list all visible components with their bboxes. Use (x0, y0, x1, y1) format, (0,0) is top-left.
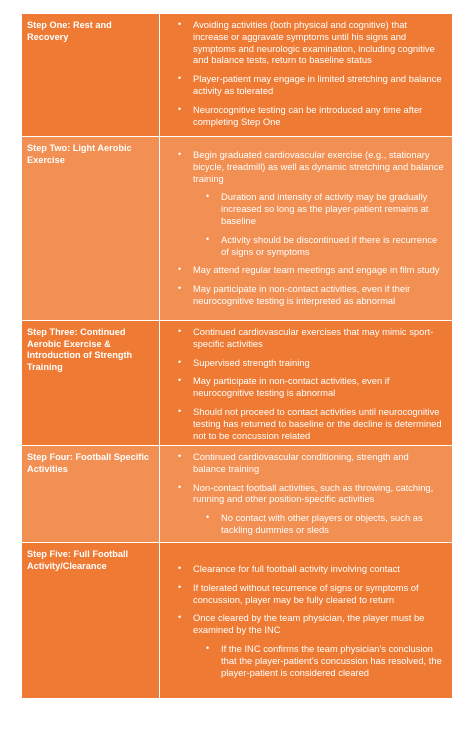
list-item (178, 326, 444, 350)
list-item (178, 73, 444, 97)
step-content (160, 446, 452, 542)
step-content (160, 543, 452, 698)
list-item-text: Should not proceed to contact activities until neurocognitive testing has returned to baseline or the decline is determined not to be concussion related (193, 405, 442, 441)
protocol-table (22, 14, 452, 699)
step-content (160, 14, 452, 136)
list-item-text: Player-patient may engage in limited stretching and balance activity as tolerated (193, 73, 442, 96)
bullet-list (178, 563, 444, 678)
step-title: Step One: Rest and Recovery (22, 14, 160, 136)
list-item (178, 612, 444, 636)
bullet-icon: • (206, 642, 210, 653)
list-item-text: Activity should be discontinued if there is recurrence of signs or symptoms (221, 233, 438, 257)
bullet-list (178, 451, 444, 536)
bullet-icon: • (206, 512, 210, 523)
bullet-icon: • (178, 264, 182, 275)
list-item-text: No contact with other players or objects, such as tackling dummies or sleds (221, 512, 423, 535)
list-item (178, 406, 444, 441)
bullet-list (178, 19, 444, 127)
list-item (178, 264, 444, 276)
list-item-text: May participate in non-contact activities, even if their neurocognitive testing is interpreted as abnormal (193, 283, 411, 306)
bullet-icon: • (178, 563, 182, 573)
list-item (178, 375, 444, 399)
list-item-text: Once cleared by the team physician, the player must be examined by the INC (193, 612, 425, 636)
list-item (178, 104, 444, 128)
bullet-icon: • (178, 405, 182, 416)
bullet-icon: • (206, 233, 210, 244)
list-item-text: May attend regular team meetings and engage in film study (193, 264, 440, 276)
list-item-text: Neurocognitive testing can be introduced any time after completing Step One (193, 103, 423, 127)
list-item-text: Continued cardiovascular conditioning, strength and balance training (193, 451, 409, 474)
list-item (206, 234, 444, 258)
step-row-2 (22, 137, 452, 321)
step-row-5 (22, 543, 452, 699)
bullet-icon: • (178, 19, 182, 29)
list-item (178, 283, 444, 307)
step-row-3 (22, 321, 452, 446)
bullet-icon: • (178, 451, 182, 461)
step-row-4 (22, 446, 452, 543)
bullet-icon: • (178, 612, 182, 623)
step-title: Step Five: Full Football Activity/Clearance (22, 543, 160, 698)
bullet-icon: • (178, 581, 182, 592)
list-item-text: Clearance for full football activity involving contact (193, 563, 400, 574)
bullet-icon: • (178, 326, 182, 336)
step-row-1 (22, 14, 452, 137)
bullet-icon: • (178, 283, 182, 294)
step-title: Step Three: Continued Aerobic Exercise & Introduction of Strength Training (22, 321, 160, 445)
step-title: Step Four: Football Specific Activities (22, 446, 160, 542)
list-item (178, 19, 444, 66)
bullet-icon: • (178, 149, 182, 159)
bullet-list (178, 149, 444, 307)
list-item-text: Begin graduated cardiovascular exercise (e.g., stationary bicycle, treadmill) as well as dynamic stretching and balance training (193, 149, 444, 184)
list-item (178, 451, 444, 475)
list-item (178, 149, 444, 184)
list-item (206, 191, 444, 226)
step-content (160, 321, 452, 445)
step-title: Step Two: Light Aerobic Exercise (22, 137, 160, 320)
bullet-list (178, 326, 444, 441)
list-item-text: Non-contact football activities, such as throwing, catching, running and other position-specific activities (193, 481, 434, 505)
list-item (178, 482, 444, 506)
list-item (206, 643, 444, 678)
list-item (178, 582, 444, 606)
list-item-text: May participate in non-contact activities, even if neurocognitive testing is abnormal (193, 375, 390, 399)
list-item-text: Avoiding activities (both physical and cognitive) that increase or aggravate symptoms until his signs and symptoms and neurologic examination, including cognitive and balance tests, return to baseline status (193, 19, 435, 66)
bullet-icon: • (178, 481, 182, 492)
list-item-text: Duration and intensity of activity may be gradually increased so long as the player-patient remains at baseline (221, 191, 429, 226)
list-item (178, 563, 444, 575)
bullet-icon: • (206, 191, 210, 202)
list-item-text: If tolerated without recurrence of signs or symptoms of concussion, player may be fully cleared to return (193, 581, 419, 605)
bullet-icon: • (178, 356, 182, 367)
step-content (160, 137, 452, 320)
list-item (206, 512, 444, 536)
list-item-text: If the INC confirms the team physician’s conclusion that the player-patient’s concussion has resolved, the player-patient is considered cleared (221, 642, 442, 678)
bullet-icon: • (178, 103, 182, 114)
list-item-text: Continued cardiovascular exercises that may mimic sport-specific activities (193, 326, 434, 349)
bullet-icon: • (178, 375, 182, 386)
bullet-icon: • (178, 73, 182, 84)
list-item (178, 357, 444, 369)
list-item-text: Supervised strength training (193, 356, 310, 368)
